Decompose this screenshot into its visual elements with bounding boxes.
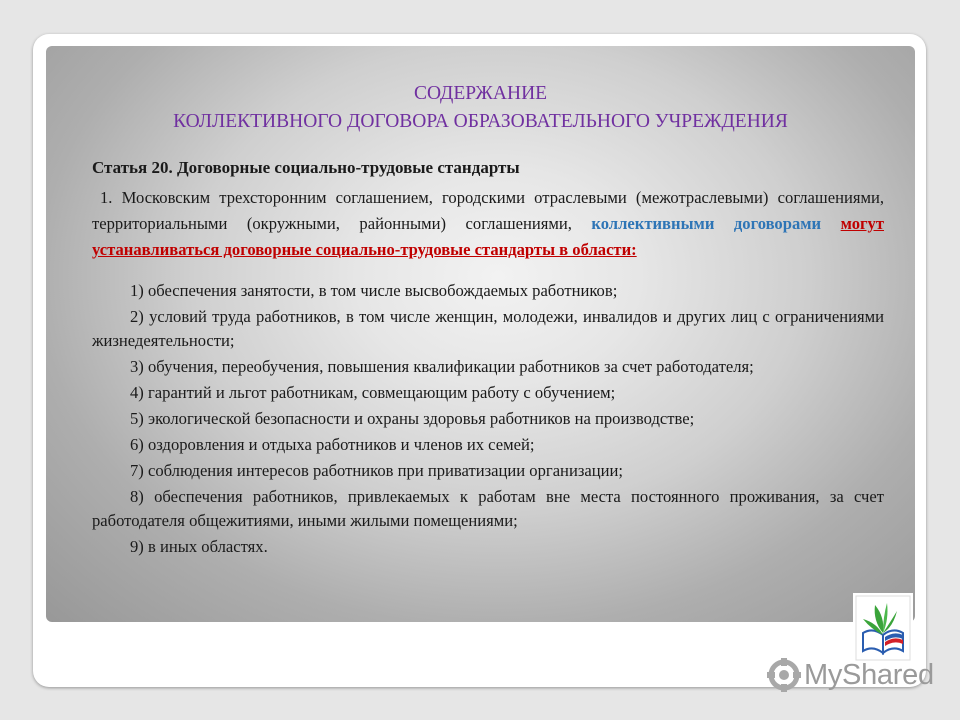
title-line-2: КОЛЛЕКТИВНОГО ДОГОВОРА ОБРАЗОВАТЕЛЬНОГО УЧРЕЖДЕНИЯ <box>173 111 788 132</box>
intro-text: 1. Московским трехсторонним соглашением, городскими отраслевыми (межотраслевыми) соглашениями, территориальными (окружными, районными) соглашениями, <box>92 188 884 233</box>
slide-title <box>46 80 915 136</box>
myshared-logo-icon <box>766 657 802 693</box>
list-item: 6) оздоровления и отдыха работников и членов их семей; <box>130 435 535 454</box>
list-item: 5) экологической безопасности и охраны здоровья работников на производстве; <box>130 409 695 428</box>
list-item: 8) обеспечения работников, привлекаемых к работам вне места постоянного проживания, за счет работодателя общежитиями, иными жилыми помещениями; <box>92 487 884 530</box>
union-logo <box>853 593 913 663</box>
myshared-watermark <box>766 657 934 693</box>
article-heading: Статья 20. Договорные социально-трудовые стандарты <box>92 158 520 177</box>
slide-content <box>92 155 884 561</box>
list-item: 7) соблюдения интересов работников при приватизации организации; <box>130 461 623 480</box>
list-item: 2) условий труда работников, в том числе женщин, молодежи, инвалидов и других лиц с ограничениями жизнедеятельности; <box>92 307 884 350</box>
intro-highlight-blue: коллективными договорами <box>591 214 822 233</box>
standards-list <box>92 279 884 559</box>
list-item: 4) гарантий и льгот работникам, совмещающим работу с обучением; <box>130 383 616 402</box>
myshared-text: MyShared <box>804 658 934 691</box>
union-logo-icon <box>853 593 913 663</box>
intro-space <box>821 214 841 233</box>
intro-paragraph <box>92 185 884 263</box>
list-item: 1) обеспечения занятости, в том числе высвобождаемых работников; <box>130 281 618 300</box>
title-line-1: СОДЕРЖАНИЕ <box>413 83 548 104</box>
list-item: 3) обучения, переобучения, повышения квалификации работников за счет работодателя; <box>130 357 754 376</box>
intro-highlight-red: могут устанавливаться договорные социально-трудовые стандарты в области: <box>92 214 884 259</box>
list-item: 9) в иных областях. <box>130 537 268 556</box>
